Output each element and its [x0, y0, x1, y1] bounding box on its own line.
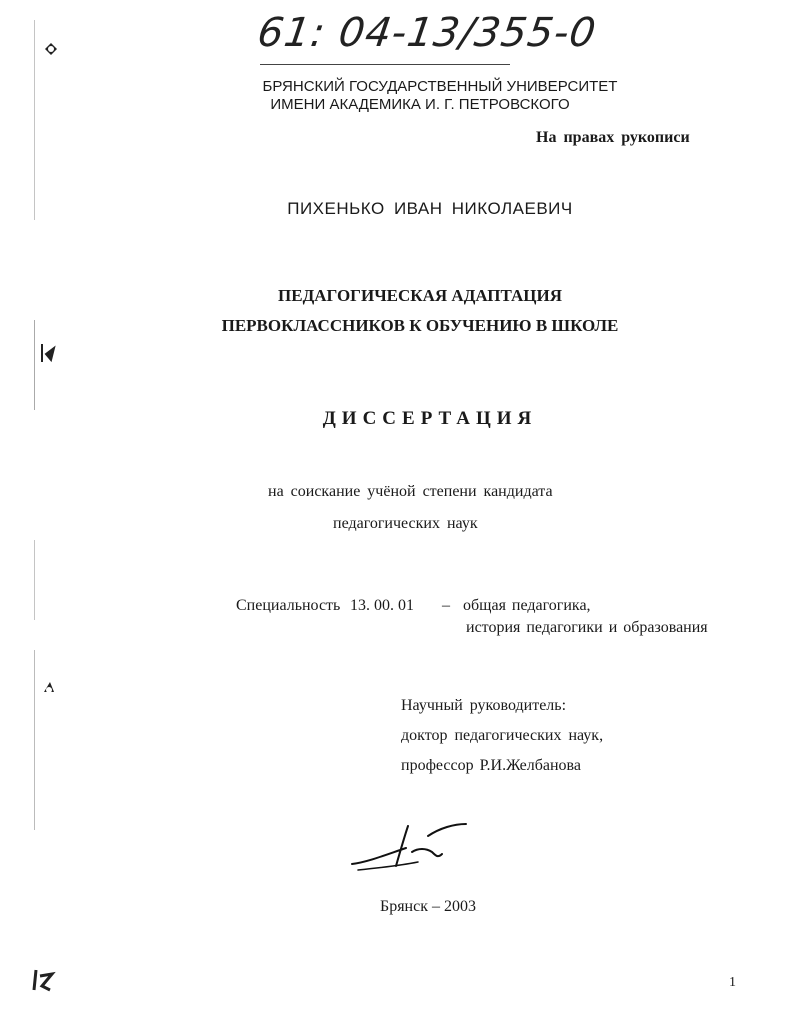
scan-mark-icon [38, 340, 60, 366]
scan-edge-line [34, 320, 35, 410]
specialty-label: Специальность [236, 597, 341, 614]
specialty-dash: – [442, 597, 450, 614]
specialty-name-line2: история педагогики и образования [466, 619, 708, 636]
scan-edge-line [34, 650, 35, 830]
dissertation-title-line2: ПЕРВОКЛАССНИКОВ К ОБУЧЕНИЮ В ШКОЛЕ [221, 316, 619, 335]
supervisor-name: профессор Р.И.Желбанова [401, 757, 581, 774]
author-name: ПИХЕНЬКО ИВАН НИКОЛАЕВИЧ [287, 199, 573, 218]
supervisor-label: Научный руководитель: [401, 697, 567, 714]
supervisor-degree: доктор педагогических наук, [401, 727, 604, 744]
manuscript-rights: На правах рукописи [536, 129, 690, 146]
university-name-line1: БРЯНСКИЙ ГОСУДАРСТВЕННЫЙ УНИВЕРСИТЕТ [262, 78, 618, 95]
scan-mark-icon [30, 966, 58, 994]
specialty-code: 13. 00. 01 [350, 597, 414, 614]
scan-mark-icon [40, 38, 62, 60]
specialty-name-line1: общая педагогика, [463, 597, 591, 614]
scan-mark-icon [38, 676, 60, 700]
archive-number: 61: 04-13/355-0 [254, 10, 600, 56]
place-year: Брянск – 2003 [380, 898, 476, 915]
university-name-line2: ИМЕНИ АКАДЕМИКА И. Г. ПЕТРОВСКОГО [270, 96, 570, 113]
signature-icon [348, 818, 478, 878]
dissertation-title-line1: ПЕДАГОГИЧЕСКАЯ АДАПТАЦИЯ [278, 286, 562, 305]
scan-edge-line [34, 20, 35, 220]
document-type: ДИССЕРТАЦИЯ [322, 408, 538, 429]
degree-line2: педагогических наук [333, 515, 478, 532]
page-number: 1 [729, 975, 736, 990]
archive-number-underline [260, 64, 510, 65]
scan-edge-line [34, 540, 35, 620]
degree-line1: на соискание учёной степени кандидата [268, 483, 553, 500]
